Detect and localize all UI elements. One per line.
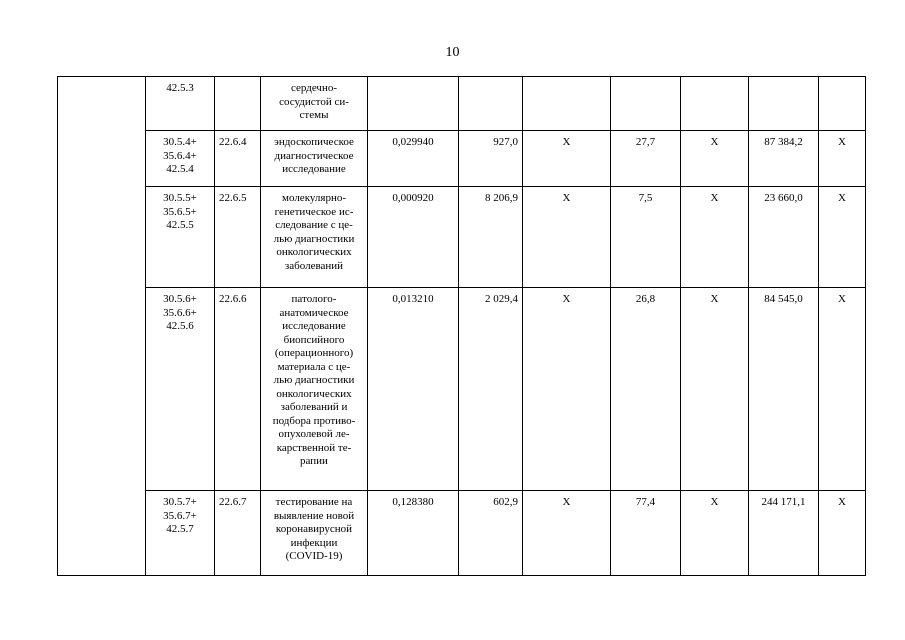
subcode-cell: 22.6.6 (215, 288, 261, 491)
codes-cell: 30.5.6+ 35.6.6+ 42.5.6 (146, 288, 215, 491)
value-cell: 77,4 (611, 491, 681, 576)
subcode-cell (215, 77, 261, 131)
blank-merged-cell (58, 77, 146, 576)
x-cell: X (681, 187, 749, 288)
x-cell: X (523, 288, 611, 491)
subcode-cell: 22.6.4 (215, 131, 261, 187)
subcode-cell: 22.6.5 (215, 187, 261, 288)
table-row (58, 131, 866, 187)
cost-cell: 8 206,9 (459, 187, 523, 288)
coef-cell: 0,029940 (368, 131, 459, 187)
sum-cell: 84 545,0 (749, 288, 819, 491)
page-number: 10 (445, 45, 460, 60)
x-cell: X (819, 288, 866, 491)
x-cell (523, 77, 611, 131)
codes-cell: 30.5.5+ 35.6.5+ 42.5.5 (146, 187, 215, 288)
name-cell: сердечно- сосудистой си- стемы (261, 77, 368, 131)
sum-cell (749, 77, 819, 131)
table-row (58, 491, 866, 576)
codes-cell: 30.5.4+ 35.6.4+ 42.5.4 (146, 131, 215, 187)
cost-cell: 602,9 (459, 491, 523, 576)
data-table (57, 76, 866, 576)
cost-cell: 2 029,4 (459, 288, 523, 491)
table-row (58, 187, 866, 288)
coef-cell: 0,000920 (368, 187, 459, 288)
table-row (58, 77, 866, 131)
coef-cell (368, 77, 459, 131)
table-row (58, 288, 866, 491)
cost-cell (459, 77, 523, 131)
codes-cell: 42.5.3 (146, 77, 215, 131)
subcode-cell: 22.6.7 (215, 491, 261, 576)
value-cell (611, 77, 681, 131)
name-cell: эндоскопическое диагностическое исследование (261, 131, 368, 187)
value-cell: 27,7 (611, 131, 681, 187)
codes-cell: 30.5.7+ 35.6.7+ 42.5.7 (146, 491, 215, 576)
value-cell: 26,8 (611, 288, 681, 491)
x-cell: X (681, 131, 749, 187)
cost-cell: 927,0 (459, 131, 523, 187)
sum-cell: 244 171,1 (749, 491, 819, 576)
x-cell (819, 77, 866, 131)
coef-cell: 0,128380 (368, 491, 459, 576)
name-cell: тестирование на выявление новой коронавирусной инфекции (COVID-19) (261, 491, 368, 576)
x-cell: X (681, 288, 749, 491)
name-cell: молекулярно- генетическое ис- следование с це- лью диагностики онкологических заболеваний (261, 187, 368, 288)
sum-cell: 87 384,2 (749, 131, 819, 187)
sum-cell: 23 660,0 (749, 187, 819, 288)
x-cell: X (819, 187, 866, 288)
x-cell: X (523, 491, 611, 576)
x-cell (681, 77, 749, 131)
x-cell: X (523, 131, 611, 187)
coef-cell: 0,013210 (368, 288, 459, 491)
name-cell: патолого- анатомическое исследование биопсийного (операционного) материала с це- лью диагностики онкологических заболеваний и подбора противо- опухолевой ле- карственной те- рапии (261, 288, 368, 491)
x-cell: X (681, 491, 749, 576)
value-cell: 7,5 (611, 187, 681, 288)
x-cell: X (523, 187, 611, 288)
x-cell: X (819, 131, 866, 187)
x-cell: X (819, 491, 866, 576)
